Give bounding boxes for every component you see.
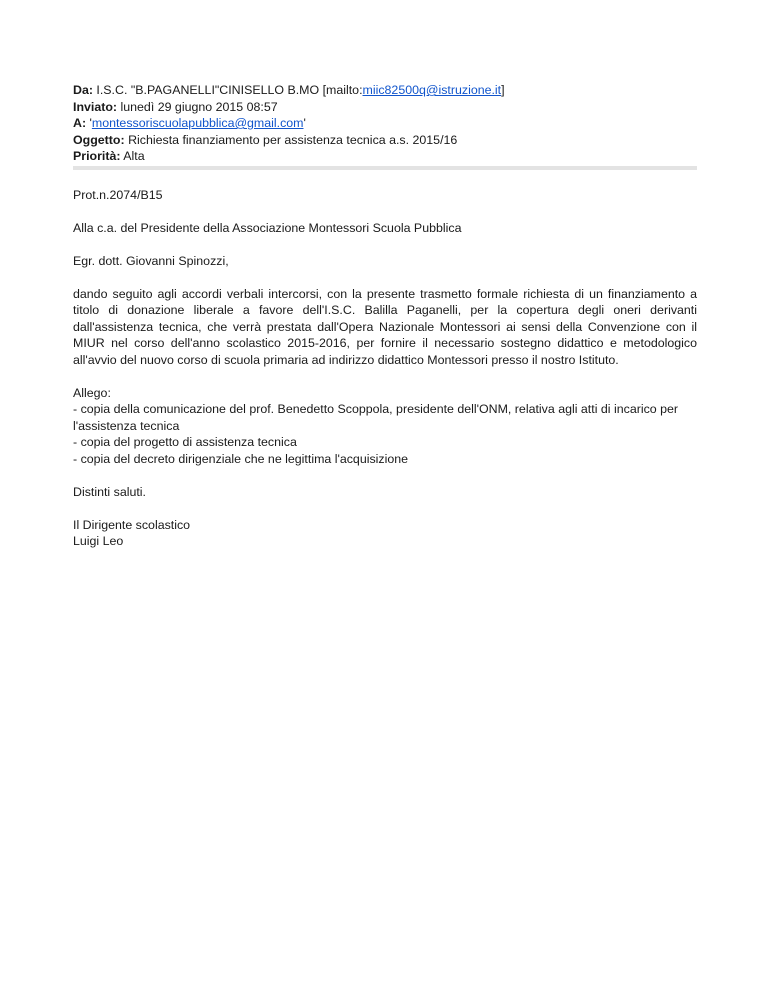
- to-line: [73, 115, 697, 132]
- to-suffix: ': [303, 116, 306, 130]
- closing-greeting: Distinti saluti.: [73, 484, 146, 499]
- attention-line: Alla c.a. del Presidente della Associazione Montessori Scuola Pubblica: [73, 220, 462, 235]
- to-prefix: ': [86, 116, 92, 130]
- from-sender: I.S.C. "B.PAGANELLI"CINISELLO B.MO [mailto:: [92, 83, 363, 97]
- signature-name: Luigi Leo: [73, 534, 124, 548]
- attachments-title: Allego:: [73, 385, 111, 400]
- sent-line: [73, 99, 697, 116]
- from-email-link[interactable]: miic82500q@istruzione.it: [362, 83, 502, 97]
- signature-role: Il Dirigente scolastico: [73, 517, 191, 532]
- to-email-link[interactable]: montessoriscuolapubblica@gmail.com: [91, 116, 304, 130]
- subject-label: Oggetto:: [73, 132, 125, 147]
- protocol-number: Prot.n.2074/B15: [73, 187, 163, 202]
- subject-value: Richiesta finanziamento per assistenza tecnica a.s. 2015/16: [124, 132, 458, 147]
- priority-label: Priorità:: [73, 149, 121, 163]
- to-label: A:: [73, 116, 87, 130]
- attachment-item: - copia del decreto dirigenziale che ne legittima l'acquisizione: [73, 451, 409, 466]
- sent-value: lunedì 29 giugno 2015 08:57: [117, 99, 278, 114]
- priority-value: Alta: [120, 149, 145, 163]
- from-suffix: ]: [501, 83, 505, 97]
- attachment-item: - copia della comunicazione del prof. Benedetto Scoppola, presidente dell'ONM, relativa agli atti di incarico per l'assistenza tecnica: [73, 402, 679, 433]
- subject-line: [73, 132, 697, 149]
- from-line: [73, 82, 697, 99]
- attachment-item: - copia del progetto di assistenza tecnica: [73, 435, 297, 449]
- sent-label: Inviato:: [73, 99, 118, 114]
- body-paragraph: dando seguito agli accordi verbali intercorsi, con la presente trasmetto formale richiesta di un finanziamento a titolo di donazione liberale a favore dell'I.S.C. Balilla Paganelli, per la copertura degli oneri derivanti dall'assistenza tecnica, che verrà prestata dall'Opera Nazionale Montessori ai sensi della Convenzione con il MIUR nel corso dell'anno scolastico 2015-2016, per fornire il necessario sostegno didattico e metodologico all'avvio del nuovo corso di scuola primaria ad indirizzo didattico Montessori presso il nostro Istituto.: [73, 286, 697, 367]
- from-label: Da:: [73, 83, 93, 97]
- email-document: [73, 82, 697, 550]
- salutation: Egr. dott. Giovanni Spinozzi,: [73, 253, 229, 268]
- priority-line: [73, 148, 697, 165]
